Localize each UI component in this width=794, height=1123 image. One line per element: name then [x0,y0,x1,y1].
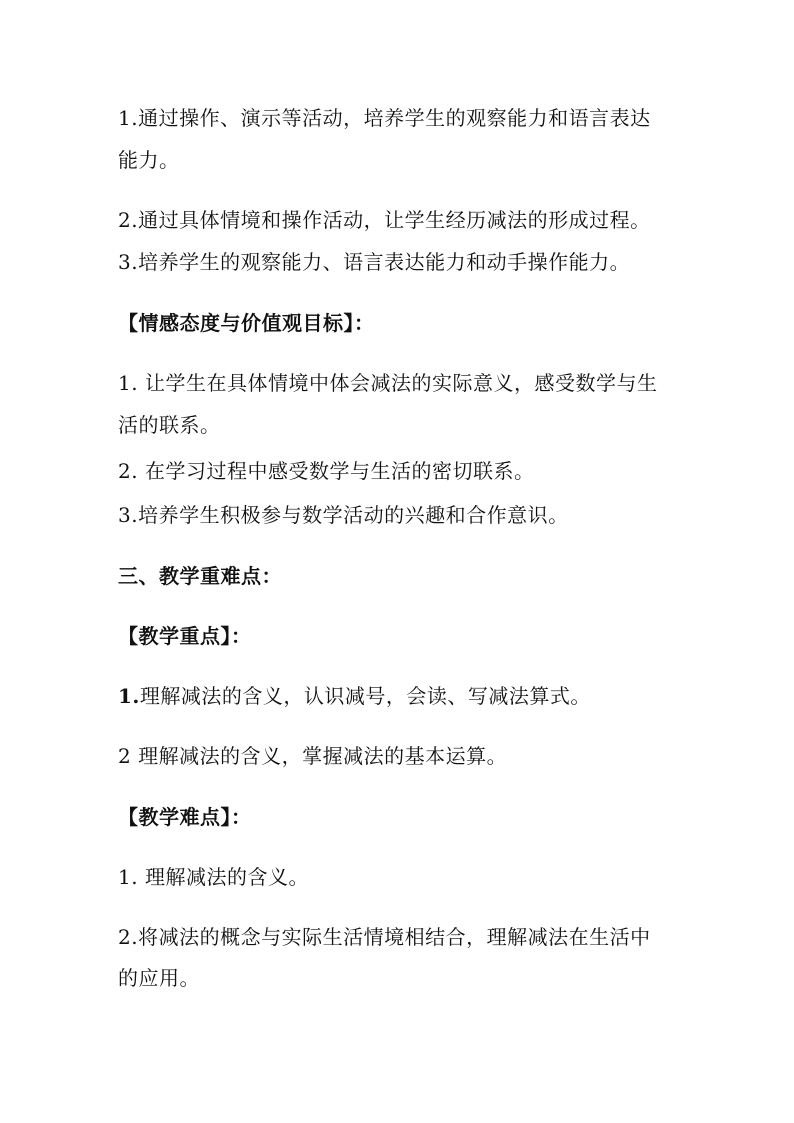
emotion-objective-1-line-2: 活的联系。 [118,413,221,437]
key-points-heading: 【教学重点】： [118,624,252,648]
difficulty-1: 1. 理解减法的含义。 [118,865,309,889]
section-3-heading: 三、教学重难点： [118,564,282,588]
key-point-1-text: 理解减法的含义，认识减号，会读、写减法算式。 [139,684,591,708]
skills-objective-2: 2.通过具体情境和操作活动，让学生经历减法的形成过程。 [118,208,651,232]
difficulty-2-line-1: 2.将减法的概念与实际生活情境相结合，理解减法在生活中 [118,925,651,949]
emotion-objective-2: 2. 在学习过程中感受数学与生活的密切联系。 [118,459,535,483]
emotion-objective-1-line-1: 1. 让学生在具体情境中体会减法的实际意义，感受数学与生 [118,371,658,395]
skills-objective-1-line-1: 1.通过操作、演示等活动，培养学生的观察能力和语言表达 [118,106,651,130]
skills-objective-3: 3.培养学生的观察能力、语言表达能力和动手操作能力。 [118,250,631,274]
emotion-objective-3: 3.培养学生积极参与数学活动的兴趣和合作意识。 [118,503,569,527]
key-point-2: 2 理解减法的含义，掌握减法的基本运算。 [118,744,508,768]
key-point-1 [118,681,591,711]
difficulty-heading: 【教学难点】： [118,805,252,829]
difficulty-2-line-2: 的应用。 [118,966,200,990]
key-point-1-number: 1. [118,684,140,708]
emotion-objectives-heading: 【情感态度与价值观目标】： [118,311,375,335]
skills-objective-1-line-2: 能力。 [118,148,180,172]
